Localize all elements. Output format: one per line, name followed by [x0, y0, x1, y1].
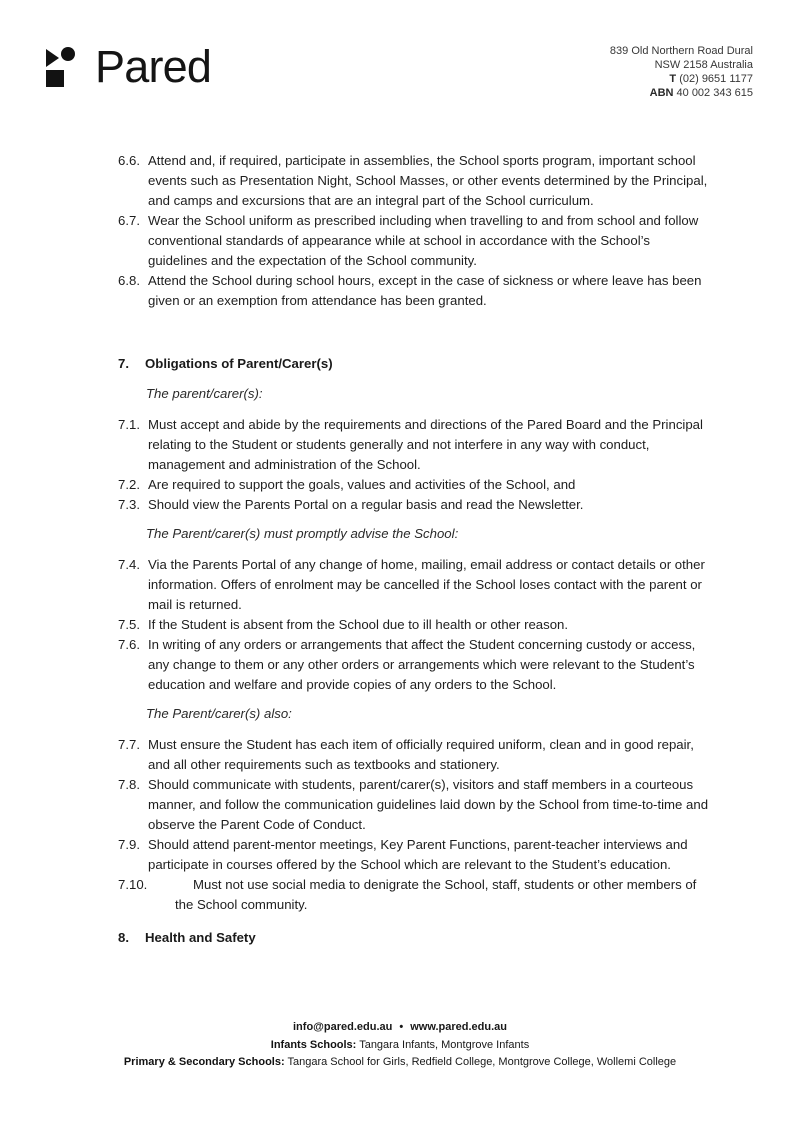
footer-infants-line [0, 1037, 800, 1055]
clause-number: 7.9. [118, 837, 140, 852]
clause-7-10 [118, 875, 710, 915]
clause-number: 7.2. [118, 477, 140, 492]
page-footer [0, 1019, 800, 1072]
intro-parent-carers-also: The Parent/carer(s) also: [146, 706, 292, 721]
clause-text: Must accept and abide by the requirements and directions of the Pared Board and the Principal relating to the Student or students generally and not interfere in any way with conduct, management and administration of the School. [148, 417, 703, 472]
clause-text: Must not use social media to denigrate the School, staff, students or other members of the School community. [175, 877, 697, 912]
address-abn [610, 86, 753, 100]
infants-schools-label: Infants Schools: [270, 1038, 357, 1051]
logo-square-shape [46, 70, 64, 87]
bullet-separator: • [399, 1021, 404, 1033]
clause-7-2 [118, 475, 710, 495]
clause-text: Attend and, if required, participate in assemblies, the School sports program, important school events such as Presentation Night, School Masses, or other events determined by the Principal, and camps and excursions that are an integral part of the School curriculum. [148, 153, 708, 208]
clause-7-4 [118, 555, 710, 615]
address-street: 839 Old Northern Road Dural [609, 45, 753, 57]
clause-6-6 [118, 151, 710, 211]
pared-logo-wordmark: Pared [95, 41, 212, 92]
clause-number: 7.6. [118, 637, 140, 652]
clause-text: Via the Parents Portal of any change of home, mailing, email address or contact details or other information. Offers of enrolment may be cancelled if the School loses contact with the parent or mail is returned. [148, 557, 705, 612]
section-title: Health and Safety [145, 930, 256, 945]
logo-circle-shape [61, 47, 75, 61]
pared-logo [46, 41, 212, 92]
clause-text: Are required to support the goals, values and activities of the School, and [148, 477, 576, 492]
clause-number: 7.5. [118, 617, 140, 632]
section-7-heading [118, 354, 710, 374]
primary-secondary-schools-list: Tangara School for Girls, Redfield College, Montgrove College, Wollemi College [284, 1056, 677, 1068]
phone-number: (02) 9651 1177 [676, 73, 753, 85]
clause-number: 7.1. [118, 417, 140, 432]
abn-number: 40 002 343 615 [673, 87, 753, 99]
clause-number: 7.7. [118, 737, 140, 752]
intro-parent-carers: The parent/carer(s): [146, 386, 263, 401]
clause-7-6 [118, 635, 710, 695]
clause-number: 6.7. [118, 213, 140, 228]
clause-number: 7.8. [118, 777, 140, 792]
abn-label: ABN [649, 87, 674, 99]
clause-text: Attend the School during school hours, except in the case of sickness or where leave has been given or an exemption from attendance has been granted. [148, 273, 702, 308]
clause-text: Must ensure the Student has each item of officially required uniform, clean and in good repair, and all other requirements such as textbooks and stationery. [148, 737, 694, 772]
clause-text: Should attend parent-mentor meetings, Key Parent Functions, parent-teacher interviews and participate in courses offered by the School which are relevant to the Student’s education. [148, 837, 688, 872]
clause-text: Wear the School uniform as prescribed including when travelling to and from school and follow conventional standards of appearance while at school in accordance with the School’s guidelines and the expectation of the School community. [148, 213, 699, 268]
address-city: NSW 2158 Australia [654, 59, 753, 71]
primary-secondary-schools-label: Primary & Secondary Schools: [123, 1056, 285, 1068]
footer-primary-line [0, 1054, 800, 1072]
phone-label: T [669, 73, 677, 85]
clause-7-8 [118, 775, 710, 835]
intro-promptly-advise: The Parent/carer(s) must promptly advise the School: [146, 526, 459, 541]
clause-7-3 [118, 495, 710, 515]
clause-6-7 [118, 211, 710, 271]
section-title: Obligations of Parent/Carer(s) [145, 356, 333, 371]
infants-schools-list: Tangara Infants, Montgrove Infants [356, 1038, 530, 1051]
pared-logo-icon [46, 47, 76, 91]
clause-7-1 [118, 415, 710, 475]
footer-website: www.pared.edu.au [410, 1021, 507, 1033]
clause-text: If the Student is absent from the School due to ill health or other reason. [148, 617, 569, 632]
section-number: 7. [118, 356, 129, 371]
clause-number: 7.10. [118, 877, 148, 892]
clause-text: In writing of any orders or arrangements that affect the Student concerning custody or access, any change to them or any other orders or arrangements which were relevant to the Student’s education and welfare and provide copies of any orders to the School. [148, 637, 696, 692]
footer-contact-line [0, 1019, 800, 1037]
logo-triangle-shape [46, 49, 59, 67]
clause-number: 6.6. [118, 153, 140, 168]
clause-number: 7.4. [118, 557, 140, 572]
clause-7-9 [118, 835, 710, 875]
clause-text: Should communicate with students, parent/carer(s), visitors and staff members in a courteous manner, and follow the communication guidelines laid down by the School from time-to-time and observe the Parent Code of Conduct. [148, 777, 709, 832]
clause-text: Should view the Parents Portal on a regular basis and read the Newsletter. [148, 497, 584, 512]
section-8-heading [118, 928, 710, 948]
letterhead-address [610, 44, 753, 100]
clause-number: 6.8. [118, 273, 140, 288]
clause-number: 7.3. [118, 497, 140, 512]
address-phone [610, 72, 753, 86]
footer-email: info@pared.edu.au [293, 1021, 393, 1033]
clause-7-7 [118, 735, 710, 775]
section-number: 8. [118, 930, 129, 945]
clause-7-5 [118, 615, 710, 635]
document-body [118, 151, 710, 948]
clause-6-8 [118, 271, 710, 311]
